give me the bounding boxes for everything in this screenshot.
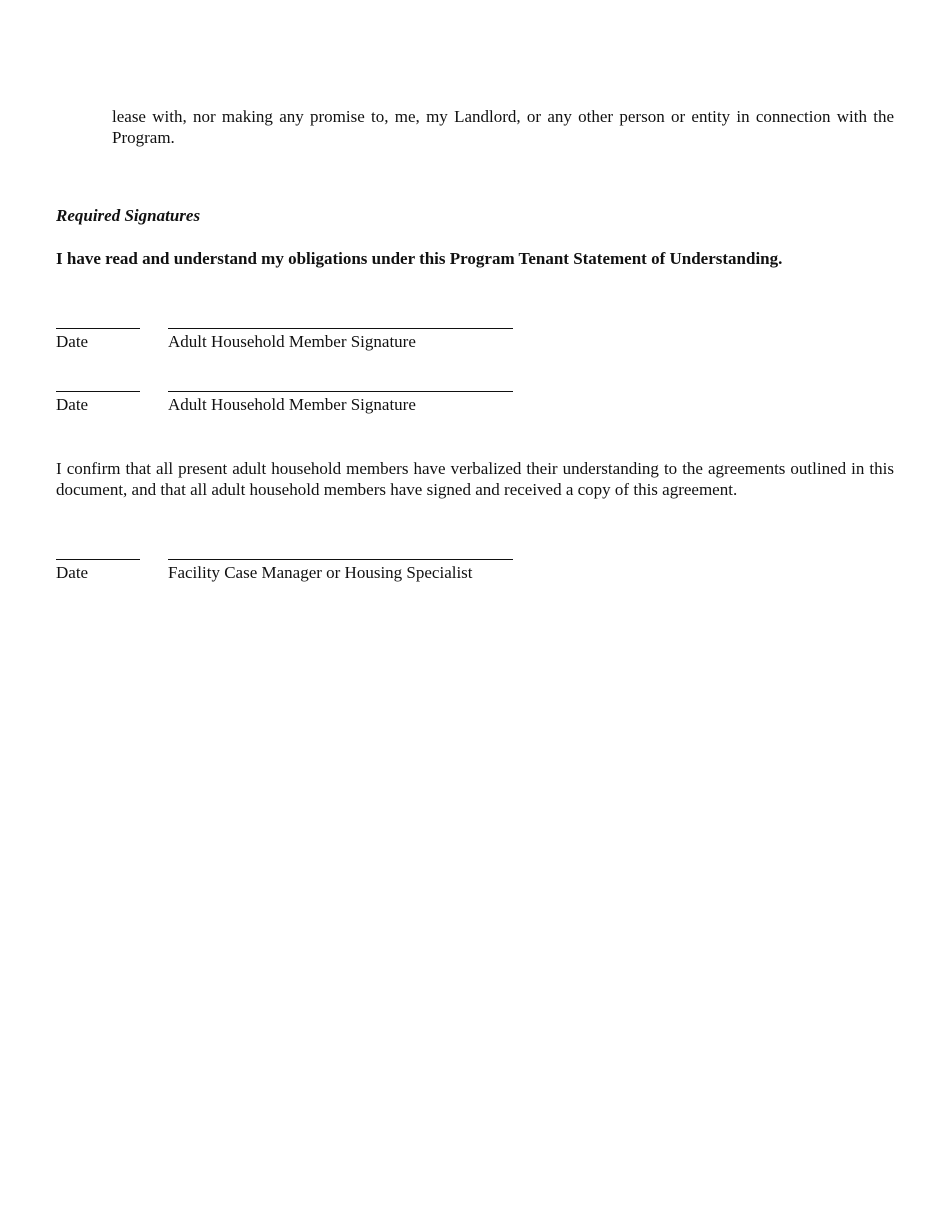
signature-line[interactable] (168, 328, 513, 329)
continued-paragraph: lease with, nor making any promise to, me, my Landlord, or any other person or entity in connection with the Program. (112, 107, 894, 147)
date-line[interactable] (56, 559, 140, 560)
date-label: Date (56, 395, 89, 414)
section-heading: Required Signatures (56, 206, 201, 225)
date-line[interactable] (56, 391, 140, 392)
signature-block (56, 328, 516, 368)
signature-line[interactable] (168, 559, 513, 560)
confirmation-paragraph: I confirm that all present adult household members have verbalized their understanding to the agreements outlined in this document, and that all adult household members have signed and received a copy of this agreement. (56, 459, 894, 499)
date-label: Date (56, 563, 89, 582)
signature-label: Facility Case Manager or Housing Specialist (168, 563, 473, 582)
acknowledgement-statement: I have read and understand my obligations under this Program Tenant Statement of Understanding. (56, 249, 783, 268)
signature-block (56, 391, 516, 431)
signature-block (56, 559, 516, 599)
date-line[interactable] (56, 328, 140, 329)
signature-label: Adult Household Member Signature (168, 332, 416, 351)
date-label: Date (56, 332, 89, 351)
signature-label: Adult Household Member Signature (168, 395, 416, 414)
signature-line[interactable] (168, 391, 513, 392)
